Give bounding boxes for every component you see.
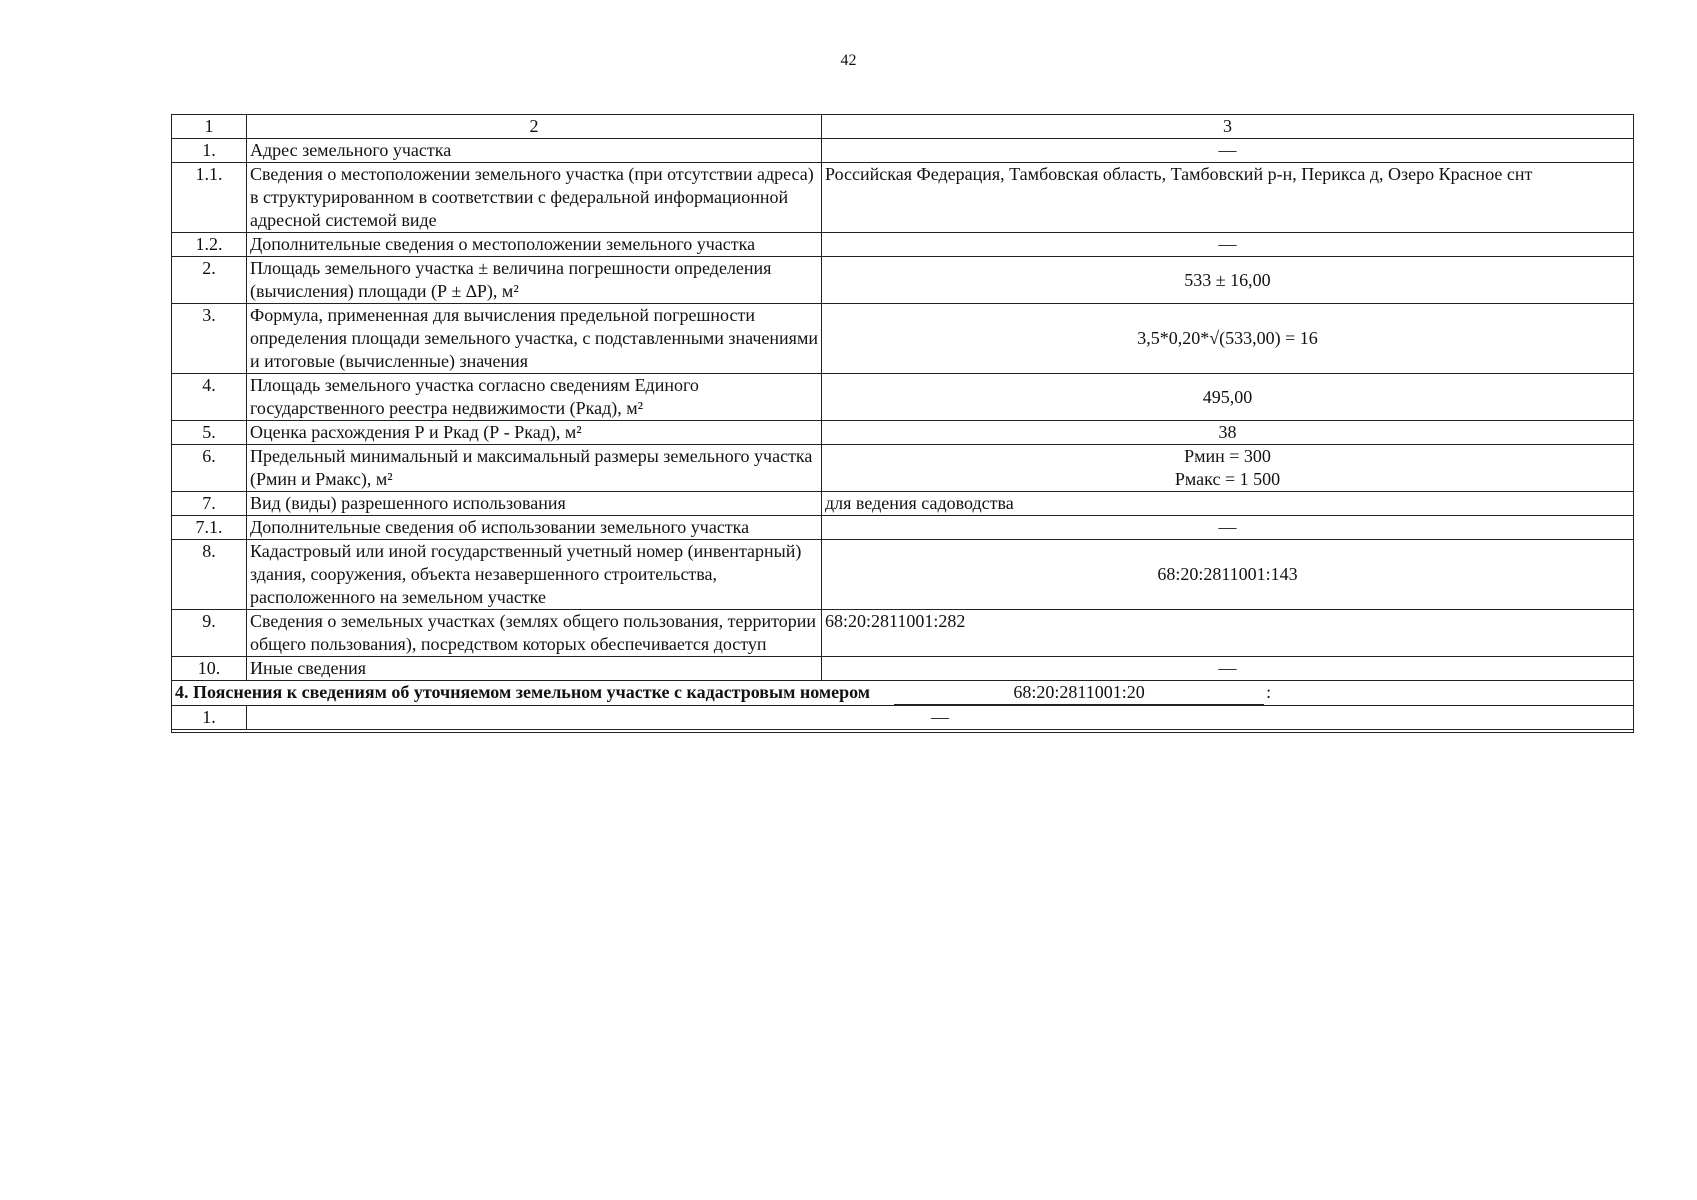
row-value: 3,5*0,20*√(533,00) = 16 — [822, 304, 1634, 374]
row-description: Адрес земельного участка — [247, 139, 822, 163]
row-description: Иные сведения — [247, 657, 822, 681]
row-number: 6. — [172, 445, 247, 492]
table-row — [172, 163, 1634, 233]
table-row — [172, 610, 1634, 657]
row-description: Сведения о местоположении земельного участка (при отсутствии адреса) в структурированном в соответствии с федеральной информационной адресной системой виде — [247, 163, 822, 233]
table-row — [172, 657, 1634, 681]
row-description: Дополнительные сведения об использовании земельного участка — [247, 516, 822, 540]
header-col-1: 1 — [172, 115, 247, 139]
min-size-value: Рмин = 300 — [1184, 446, 1271, 466]
row-value: — — [822, 233, 1634, 257]
row-number: 3. — [172, 304, 247, 374]
row-value: 38 — [822, 421, 1634, 445]
row-description: Площадь земельного участка согласно сведениям Единого государственного реестра недвижимости (Ркад), м² — [247, 374, 822, 421]
row-value: — — [822, 139, 1634, 163]
row-value: Российская Федерация, Тамбовская область, Тамбовский р-н, Перикса д, Озеро Красное снт — [822, 163, 1634, 233]
section-4-header-row — [172, 681, 1634, 706]
section-4-cadastral-number: 68:20:2811001:20 — [894, 681, 1264, 705]
row-number: 8. — [172, 540, 247, 610]
table-row — [172, 139, 1634, 163]
row-description: Формула, примененная для вычисления предельной погрешности определения площади земельного участка, с подставленными значениями и итоговые (вычисленные) значения — [247, 304, 822, 374]
row-number: 1. — [172, 139, 247, 163]
row-number: 9. — [172, 610, 247, 657]
row-value: — — [822, 657, 1634, 681]
row-number: 2. — [172, 257, 247, 304]
row-value: 533 ± 16,00 — [822, 257, 1634, 304]
row-description: Кадастровый или иной государственный учетный номер (инвентарный) здания, сооружения, объекта незавершенного строительства, расположенного на земельном участке — [247, 540, 822, 610]
section-4-title: 4. Пояснения к сведениям об уточняемом земельном участке с кадастровым номером — [175, 682, 871, 702]
table-row — [172, 492, 1634, 516]
header-col-2: 2 — [247, 115, 822, 139]
row-value: 495,00 — [822, 374, 1634, 421]
table-row — [172, 540, 1634, 610]
land-plot-table — [171, 114, 1634, 733]
section-4-header — [172, 681, 1634, 706]
table-row — [172, 233, 1634, 257]
table-row — [172, 304, 1634, 374]
row-number: 7. — [172, 492, 247, 516]
row-value — [822, 445, 1634, 492]
row-description: Оценка расхождения Р и Ркад (Р - Ркад), м² — [247, 421, 822, 445]
table-bottom-border — [172, 730, 1634, 733]
row-value: — — [247, 706, 1634, 730]
row-number: 10. — [172, 657, 247, 681]
row-number: 4. — [172, 374, 247, 421]
row-value: 68:20:2811001:143 — [822, 540, 1634, 610]
header-col-3: 3 — [822, 115, 1634, 139]
section-4-row — [172, 706, 1634, 730]
table-row — [172, 516, 1634, 540]
page-number: 42 — [840, 52, 857, 69]
table-bottom-line — [172, 730, 1634, 733]
row-value: 68:20:2811001:282 — [822, 610, 1634, 657]
row-description: Вид (виды) разрешенного использования — [247, 492, 822, 516]
table-row — [172, 445, 1634, 492]
table-row — [172, 257, 1634, 304]
section-4-colon: : — [1266, 682, 1272, 702]
table-row — [172, 374, 1634, 421]
row-value: для ведения садоводства — [822, 492, 1634, 516]
row-number: 5. — [172, 421, 247, 445]
row-number: 1.2. — [172, 233, 247, 257]
row-description: Сведения о земельных участках (землях общего пользования, территории общего пользования), посредством которых обеспечивается доступ — [247, 610, 822, 657]
table-header-row — [172, 115, 1634, 139]
row-number: 1. — [172, 706, 247, 730]
table-row — [172, 421, 1634, 445]
row-description: Дополнительные сведения о местоположении земельного участка — [247, 233, 822, 257]
row-description: Предельный минимальный и максимальный размеры земельного участка (Рмин и Рмакс), м² — [247, 445, 822, 492]
row-value: — — [822, 516, 1634, 540]
row-number: 7.1. — [172, 516, 247, 540]
max-size-value: Рмакс = 1 500 — [1174, 469, 1281, 489]
row-number: 1.1. — [172, 163, 247, 233]
row-description: Площадь земельного участка ± величина погрешности определения (вычисления) площади (Р ± ∆Р), м² — [247, 257, 822, 304]
